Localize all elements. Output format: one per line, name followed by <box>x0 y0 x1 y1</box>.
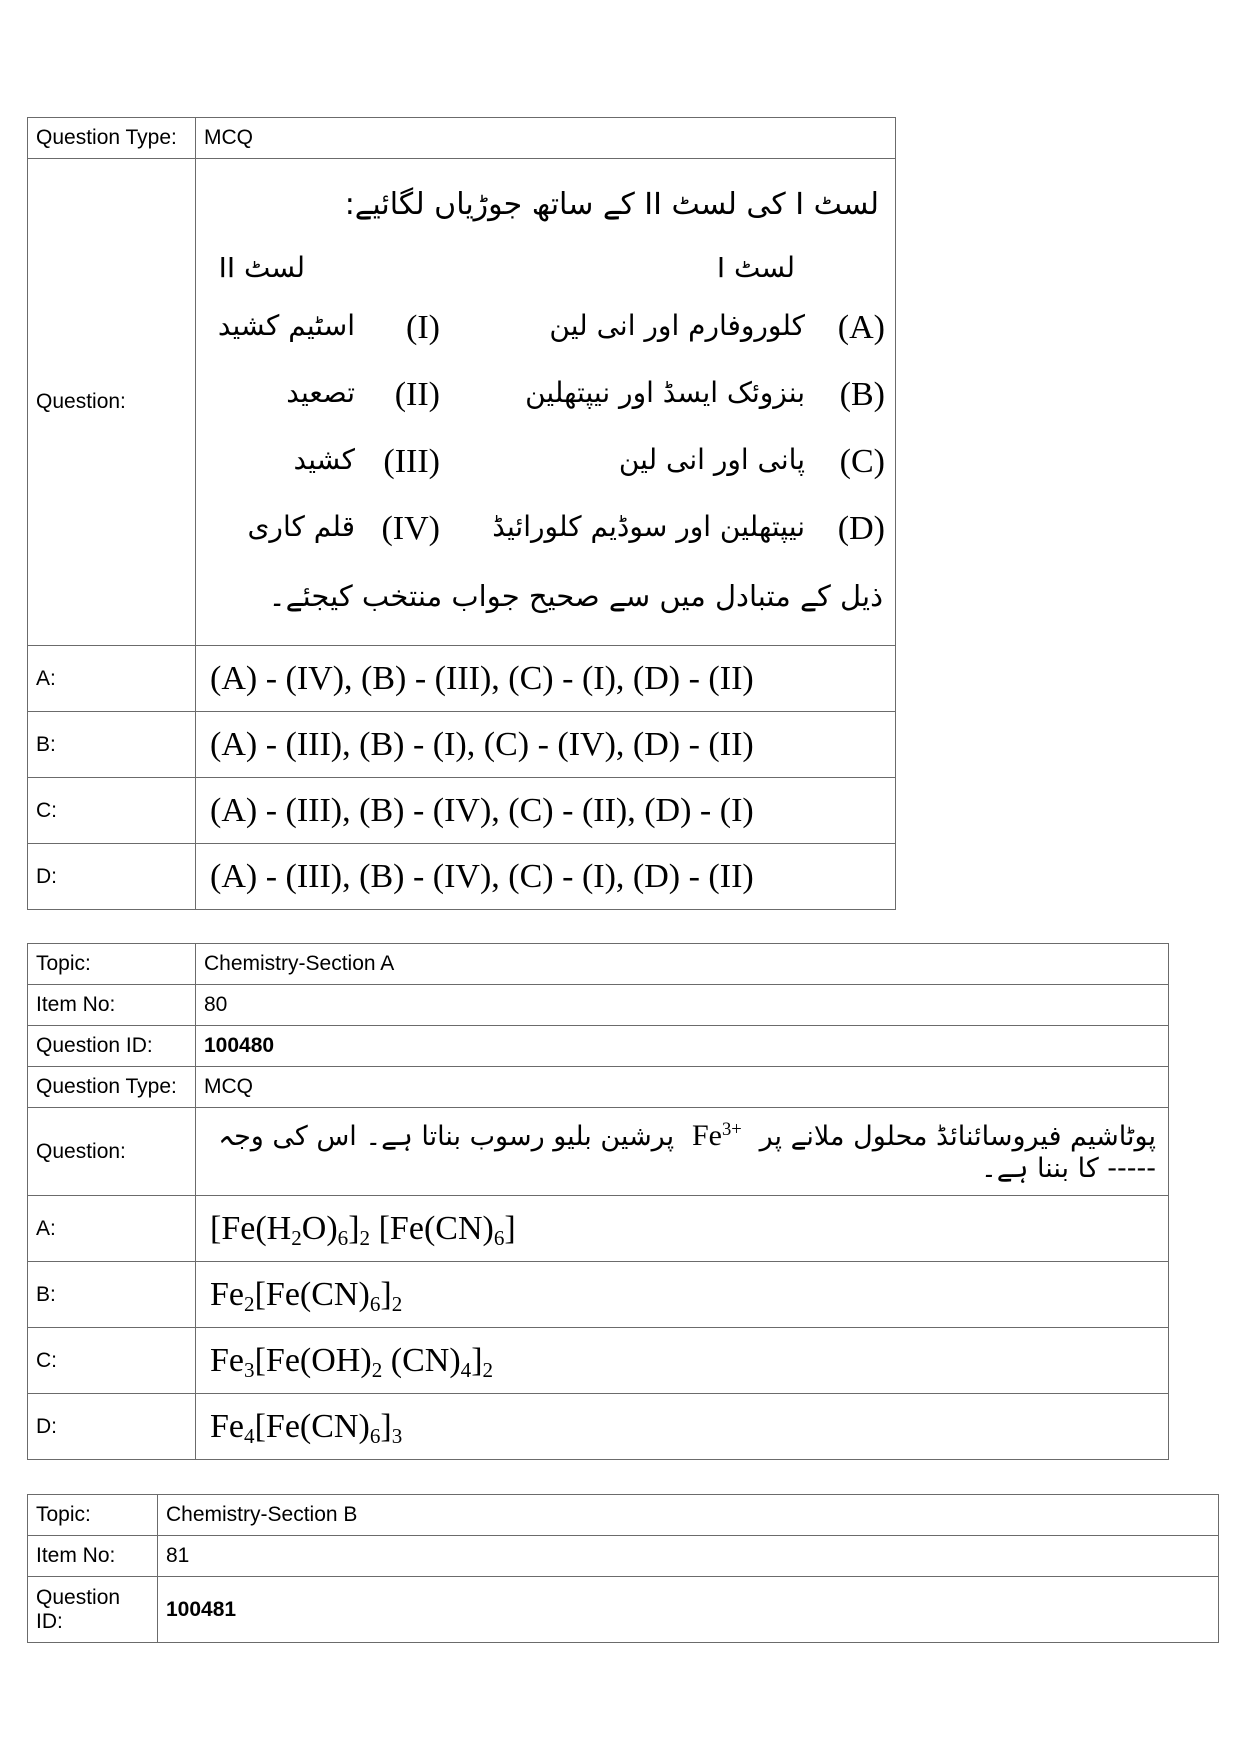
option-b-formula: $Fe_2[Fe(CN)_6]_2$ <box>196 1262 1169 1328</box>
match-footer: ذیل کے متبادل میں سے صحیح جواب منتخب کیجئے۔ <box>268 579 883 613</box>
option-a-label: A: <box>28 646 196 712</box>
question-type-value: MCQ <box>196 1067 1169 1108</box>
match-instruction: لسٹ I کی لسٹ II کے ساتھ جوڑیاں لگائیے: <box>344 187 879 222</box>
list2-text: تصعید <box>286 376 355 409</box>
list2-text: قلم کاری <box>247 510 355 543</box>
option-d-text: (A) - (III), (B) - (IV), (C) - (I), (D) - (II) <box>196 844 896 910</box>
item-no-value: 80 <box>196 985 1169 1026</box>
option-d-formula: $Fe_4[Fe(CN)_6]_3$ <box>196 1394 1169 1460</box>
question-ion-charge: 3+ <box>721 1118 742 1140</box>
match-row <box>196 510 895 566</box>
question-text-post: پرشین بلیو رسوب بناتا ہے۔ اس کی وجہ ----- کا بننا ہے۔ <box>218 1121 1156 1184</box>
option-a-label: A: <box>28 1196 196 1262</box>
item-no-value: 81 <box>158 1536 1219 1577</box>
topic-value: Chemistry-Section B <box>158 1495 1219 1536</box>
question-label: Question: <box>28 1108 196 1196</box>
option-a-formula: $[Fe(H_2O)_6]_2$ $[Fe(CN)_6]$ <box>196 1196 1169 1262</box>
list2-text: اسٹیم کشید <box>217 309 355 342</box>
list1-text: کلوروفارم اور انی لین <box>549 309 805 342</box>
option-c-text: (A) - (III), (B) - (IV), (C) - (II), (D) - (I) <box>196 778 896 844</box>
match-row <box>196 443 895 499</box>
question-ion: Fe <box>691 1119 722 1152</box>
list1-text: بنزوئک ایسڈ اور نیپتھلین <box>525 376 805 409</box>
list2-key: (III) <box>383 443 440 480</box>
topic-value: Chemistry-Section A <box>196 944 1169 985</box>
option-b-text: (A) - (III), (B) - (I), (C) - (IV), (D) - (II) <box>196 712 896 778</box>
list1-key: (C) <box>839 443 885 480</box>
list2-key: (I) <box>406 309 440 346</box>
match-row <box>196 309 895 365</box>
option-d-label: D: <box>28 1394 196 1460</box>
question-id-value: 100481 <box>158 1577 1219 1643</box>
option-b-label: B: <box>28 712 196 778</box>
list1-key: (D) <box>837 510 885 547</box>
list2-key: (IV) <box>381 510 440 547</box>
question-table-3 <box>27 1494 1219 1643</box>
question-type-value: MCQ <box>196 118 896 159</box>
list1-text: نیپتھلین اور سوڈیم کلورائیڈ <box>492 510 805 543</box>
question-id-label: Question ID: <box>28 1026 196 1067</box>
question-type-label: Question Type: <box>28 1067 196 1108</box>
question-table-1 <box>27 117 896 910</box>
option-d-label: D: <box>28 844 196 910</box>
list2-text: کشید <box>293 443 355 476</box>
question-table-2 <box>27 943 1169 1460</box>
list1-heading: لسٹ I <box>716 251 795 284</box>
option-a-text: (A) - (IV), (B) - (III), (C) - (I), (D) - (II) <box>196 646 896 712</box>
list1-key: (B) <box>839 376 885 413</box>
option-b-label: B: <box>28 1262 196 1328</box>
question-text-pre: پوٹاشیم فیروسائنائڈ محلول ملانے پر <box>759 1121 1156 1152</box>
option-c-formula: $Fe_3[Fe(OH)_2$ $(CN)_4]_2$ <box>196 1328 1169 1394</box>
question-id-value: 100480 <box>196 1026 1169 1067</box>
question-id-label: Question ID: <box>28 1577 158 1643</box>
question-body <box>196 159 896 646</box>
option-c-label: C: <box>28 778 196 844</box>
match-row <box>196 376 895 432</box>
item-no-label: Item No: <box>28 985 196 1026</box>
question-label: Question: <box>28 159 196 646</box>
topic-label: Topic: <box>28 944 196 985</box>
list2-heading: لسٹ II <box>218 251 305 284</box>
list1-text: پانی اور انی لین <box>618 443 805 476</box>
question-type-label: Question Type: <box>28 118 196 159</box>
list1-key: (A) <box>837 309 885 346</box>
list2-key: (II) <box>394 376 440 413</box>
item-no-label: Item No: <box>28 1536 158 1577</box>
question-body <box>196 1108 1169 1196</box>
option-c-label: C: <box>28 1328 196 1394</box>
topic-label: Topic: <box>28 1495 158 1536</box>
